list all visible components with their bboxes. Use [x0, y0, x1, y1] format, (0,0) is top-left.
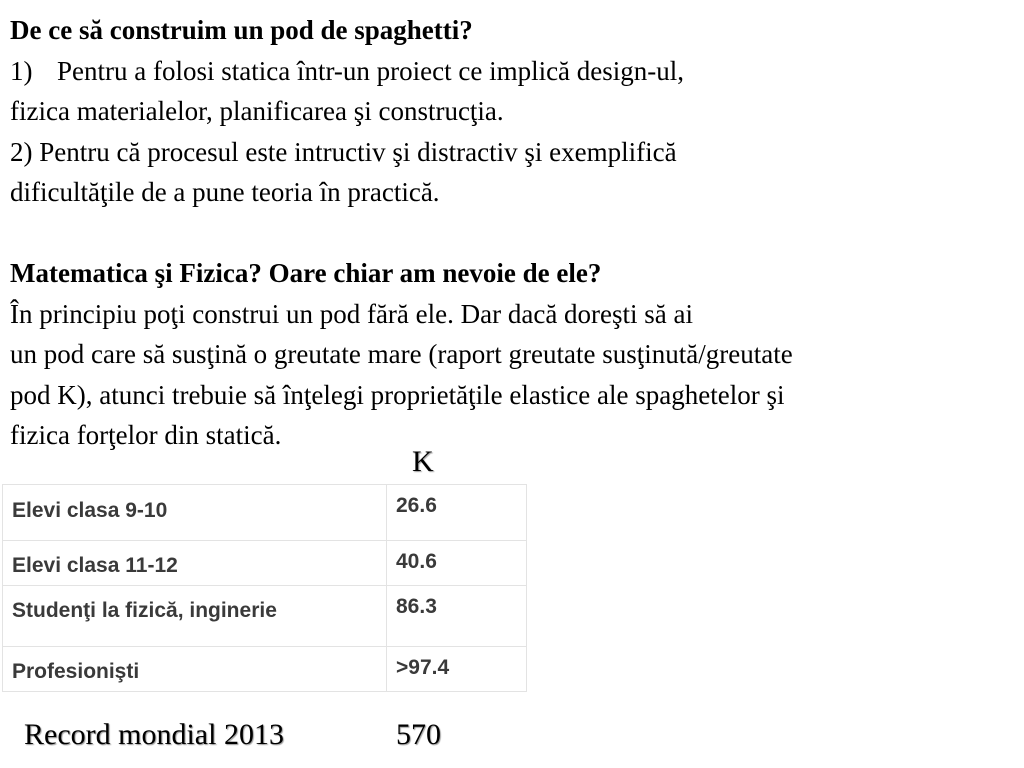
row-label: Elevi clasa 9-10	[12, 499, 168, 522]
row-label-cell	[3, 485, 387, 541]
row-value-cell	[387, 647, 527, 692]
table-column-header-k: K	[412, 445, 434, 478]
section2-heading: Matematica şi Fizica? Oare chiar am nevoie de ele?	[10, 258, 602, 288]
section1-heading: De ce să construim un pod de spaghetti?	[10, 15, 473, 45]
reason-item-1-text: Pentru a folosi statica într-un proiect ce implică design-ul,	[57, 55, 685, 86]
paragraph-spacer	[10, 213, 1010, 254]
table-row	[3, 647, 527, 692]
table-row	[3, 586, 527, 647]
row-value-cell	[387, 541, 527, 586]
reason-item-2-continuation: dificultăţile de a pune teoria în practică.	[10, 177, 440, 207]
reason-item-1	[10, 51, 1010, 92]
row-label: Elevi clasa 11-12	[12, 554, 178, 577]
reason-item-2: 2) Pentru că procesul este intructiv şi distractiv şi exemplifică	[10, 136, 677, 167]
table-row	[3, 541, 527, 586]
world-record-label: Record mondial 2013	[24, 718, 284, 751]
row-label: Studenţi la fizică, inginerie	[12, 599, 277, 622]
section2-line-1: În principiu poţi construi un pod fără ele. Dar dacă doreşti să ai	[10, 298, 694, 329]
main-text	[10, 10, 1010, 456]
row-label-cell	[3, 586, 387, 647]
world-record-value: 570	[396, 718, 441, 751]
results-table	[2, 484, 527, 692]
row-label-cell	[3, 541, 387, 586]
reason-item-1-continuation: fizica materialelor, planificarea şi construcţia.	[10, 96, 504, 126]
row-value-cell	[387, 586, 527, 647]
row-label: Profesionişti	[12, 660, 140, 683]
table-row	[3, 485, 527, 541]
row-label-cell	[3, 647, 387, 692]
row-value-cell	[387, 485, 527, 541]
row-value: >97.4	[396, 656, 450, 679]
row-value: 86.3	[396, 595, 437, 618]
row-value: 26.6	[396, 494, 437, 517]
section2-line-4: fizica forţelor din statică.	[10, 420, 282, 450]
reason-item-1-number: 1)	[10, 55, 33, 86]
section2-line-3: pod K), atunci trebuie să înţelegi proprietăţile elastice ale spaghetelor şi	[10, 379, 785, 410]
row-value: 40.6	[396, 550, 437, 573]
section2-line-2: un pod care să susţină o greutate mare (raport greutate susţinută/greutate	[10, 339, 793, 369]
